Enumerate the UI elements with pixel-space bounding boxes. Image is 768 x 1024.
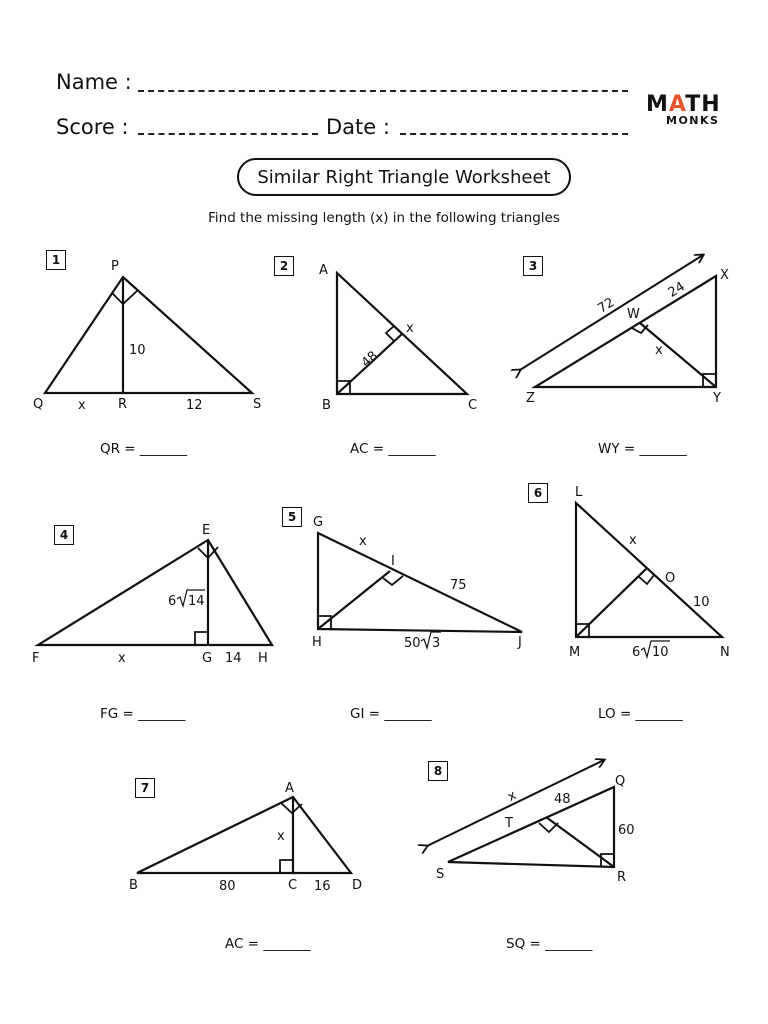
label-1-r: R [118, 397, 128, 412]
measure-7-x: x [277, 829, 285, 844]
problem-number-3: 3 [523, 256, 543, 276]
label-2-c: C [468, 398, 478, 413]
label-8-s: S [436, 867, 445, 882]
measure-5-75: 75 [450, 578, 467, 593]
measure-4-14: 14 [225, 651, 242, 666]
answer-7[interactable]: AC = _______ [225, 936, 311, 952]
measure-6-x: x [629, 533, 637, 548]
measure-1-x: x [78, 398, 86, 413]
answer-8[interactable]: SQ = _______ [506, 936, 593, 952]
measure-5-coef: 50 [404, 636, 421, 651]
problem-number-1: 1 [46, 250, 66, 270]
label-3-x: X [720, 268, 729, 283]
label-6-o: O [665, 571, 676, 586]
label-7-a: A [285, 781, 294, 796]
label-1-p: P [111, 259, 119, 274]
answer-6[interactable]: LO = _______ [598, 706, 683, 722]
label-6-l: L [575, 485, 583, 500]
label-6-m: M [569, 645, 581, 660]
label-5-i: I [391, 554, 395, 569]
answer-4[interactable]: FG = _______ [100, 706, 186, 722]
label-5-j: J [518, 635, 522, 650]
measure-6-10: 10 [693, 595, 710, 610]
label-3-w: W [627, 307, 640, 322]
problem-number-4: 4 [54, 525, 74, 545]
date-label: Date : [326, 115, 390, 139]
measure-7-16: 16 [314, 879, 331, 894]
label-4-f: F [32, 651, 40, 666]
measure-3-24: 24 [665, 279, 688, 301]
measure-5-radical [404, 632, 441, 651]
measure-2-48: 48 [358, 348, 382, 371]
label-8-r: R [617, 870, 627, 885]
measure-5-rad: 3 [432, 636, 441, 651]
triangle-8 [427, 760, 614, 867]
label-2-a: A [319, 263, 328, 278]
score-label: Score : [56, 115, 129, 139]
answer-5[interactable]: GI = _______ [350, 706, 432, 722]
label-7-b: B [129, 878, 138, 893]
label-5-g: G [313, 515, 324, 530]
label-3-y: Y [713, 391, 721, 406]
label-6-n: N [720, 645, 730, 660]
problem-number-7: 7 [135, 778, 155, 798]
label-7-d: D [352, 878, 363, 893]
label-3-z: Z [526, 391, 535, 406]
measure-4-x: x [118, 651, 126, 666]
label-4-h: H [258, 651, 268, 666]
measure-3-72: 72 [595, 295, 618, 317]
triangle-2 [337, 273, 467, 394]
problem-number-5: 5 [282, 507, 302, 527]
triangle-1 [45, 277, 252, 393]
logo-bottom-text: MONKS [666, 114, 720, 127]
triangle-3 [520, 255, 716, 387]
label-1-q: Q [33, 397, 44, 412]
measure-6-coef: 6 [632, 645, 641, 660]
measure-1-height: 10 [129, 343, 146, 358]
answer-2[interactable]: AC = _______ [350, 441, 436, 457]
label-2-b: B [322, 398, 331, 413]
logo-top-text: MATH [646, 92, 721, 117]
label-7-c: C [288, 878, 298, 893]
instructions: Find the missing length (x) in the following triangles [208, 210, 560, 226]
triangle-4 [38, 540, 272, 645]
measure-4-coef: 6 [168, 594, 177, 609]
measure-6-rad: 10 [652, 645, 669, 660]
measure-6-radical [632, 641, 670, 660]
measure-4-rad: 14 [188, 594, 205, 609]
triangle-5 [318, 533, 522, 632]
label-5-h: H [312, 635, 322, 650]
triangle-7 [137, 797, 351, 873]
measure-1-12: 12 [186, 398, 203, 413]
measure-2-x: x [406, 321, 414, 336]
problem-number-6: 6 [528, 483, 548, 503]
label-8-t: T [505, 816, 513, 831]
label-1-s: S [253, 397, 262, 412]
measure-8-48: 48 [554, 792, 571, 807]
answer-3[interactable]: WY = _______ [598, 441, 687, 457]
measure-3-x: x [655, 343, 663, 358]
label-4-e: E [202, 523, 211, 538]
measure-4-radical [168, 590, 205, 609]
label-8-q: Q [615, 774, 626, 789]
problem-number-2: 2 [274, 256, 294, 276]
problem-number-8: 8 [428, 761, 448, 781]
measure-8-60: 60 [618, 823, 635, 838]
measure-5-x: x [359, 534, 367, 549]
triangle-6 [576, 503, 722, 637]
title-text: Similar Right Triangle Worksheet [257, 166, 551, 188]
measure-7-80: 80 [219, 879, 236, 894]
measure-8-x: x [505, 788, 520, 805]
answer-1[interactable]: QR = _______ [100, 441, 188, 457]
name-label: Name : [56, 70, 132, 94]
label-4-g: G [202, 651, 213, 666]
